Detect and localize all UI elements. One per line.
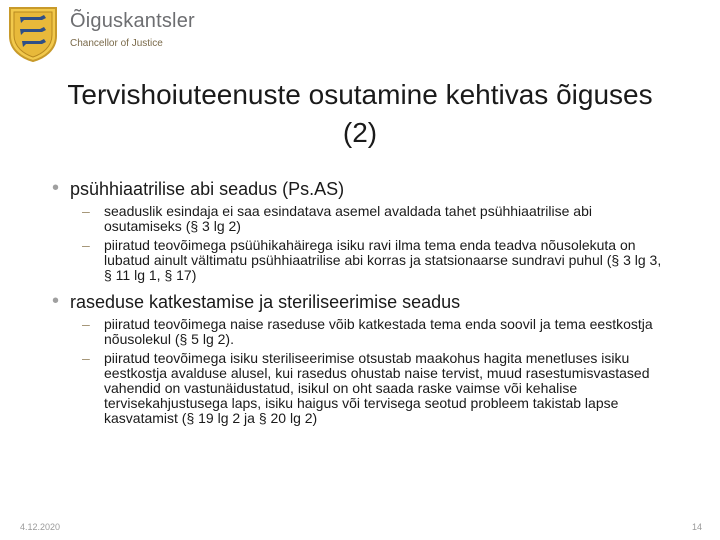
sub-bullet-2-2 <box>18 351 698 426</box>
dash-icon: – <box>82 350 90 366</box>
dash-icon: – <box>82 237 90 253</box>
slide-title: Tervishoiuteenuste osutamine kehtivas õiguses (2) <box>67 79 653 148</box>
sub-bullet-1-1 <box>18 204 698 234</box>
coat-of-arms-icon <box>6 4 60 62</box>
page-number: 14 <box>691 522 702 532</box>
sub-bullet-2-2-text: piiratud teovõimega isiku steriliseerimise otsustab maakohus hagita menetluses isiku eestkostja avalduse alusel, kui rasedus ohustab naise tervist, muud rasestumisvastased vahendid on vastunäidustatud, isikul on oht saada raske vaimse või kehalise tervisekahjustusega laps, isiku haigus või tervisega seotud probleem takistab lapse kasvatamist (§ 19 lg 2 ja § 20 lg 2) <box>104 350 650 426</box>
dash-icon: – <box>82 203 90 219</box>
slide-content <box>18 178 698 430</box>
logo-subtitle: Chancellor of Justice <box>70 38 163 49</box>
bullet-2-text: raseduse katkestamise ja steriliseerimise seadus <box>70 292 461 312</box>
bullet-icon: • <box>52 177 60 199</box>
footer-date: 4.12.2020 <box>20 522 61 532</box>
bullet-1 <box>18 178 698 200</box>
bullet-1-text: psühhiaatrilise abi seadus (Ps.AS) <box>70 179 345 199</box>
logo <box>6 4 195 62</box>
bullet-2 <box>18 291 698 313</box>
sub-bullet-1-2 <box>18 238 698 283</box>
sub-bullet-1-1-text: seaduslik esindaja ei saa esindatava asemel avaldada tahet psühhiaatrilise abi osutamiseks (§ 3 lg 2) <box>104 203 592 234</box>
bullet-icon: • <box>52 290 60 312</box>
dash-icon: – <box>82 316 90 332</box>
sub-bullet-2-1-text: piiratud teovõimega naise raseduse võib katkestada tema enda soovil ja tema eestkostja nõusolekul (§ 5 lg 2). <box>104 316 653 347</box>
sub-bullet-1-2-text: piiratud teovõimega psüühikahäirega isiku ravi ilma tema enda teadva nõusolekuta on lubatud ainult vältimatu psühhiaatrilise abi korras ja statsionaarse sundravi puhul (§ 3 lg 3, § 11 lg 1, § 17) <box>104 237 662 283</box>
logo-title: Õiguskantsler <box>70 10 195 32</box>
sub-bullet-2-1 <box>18 317 698 347</box>
